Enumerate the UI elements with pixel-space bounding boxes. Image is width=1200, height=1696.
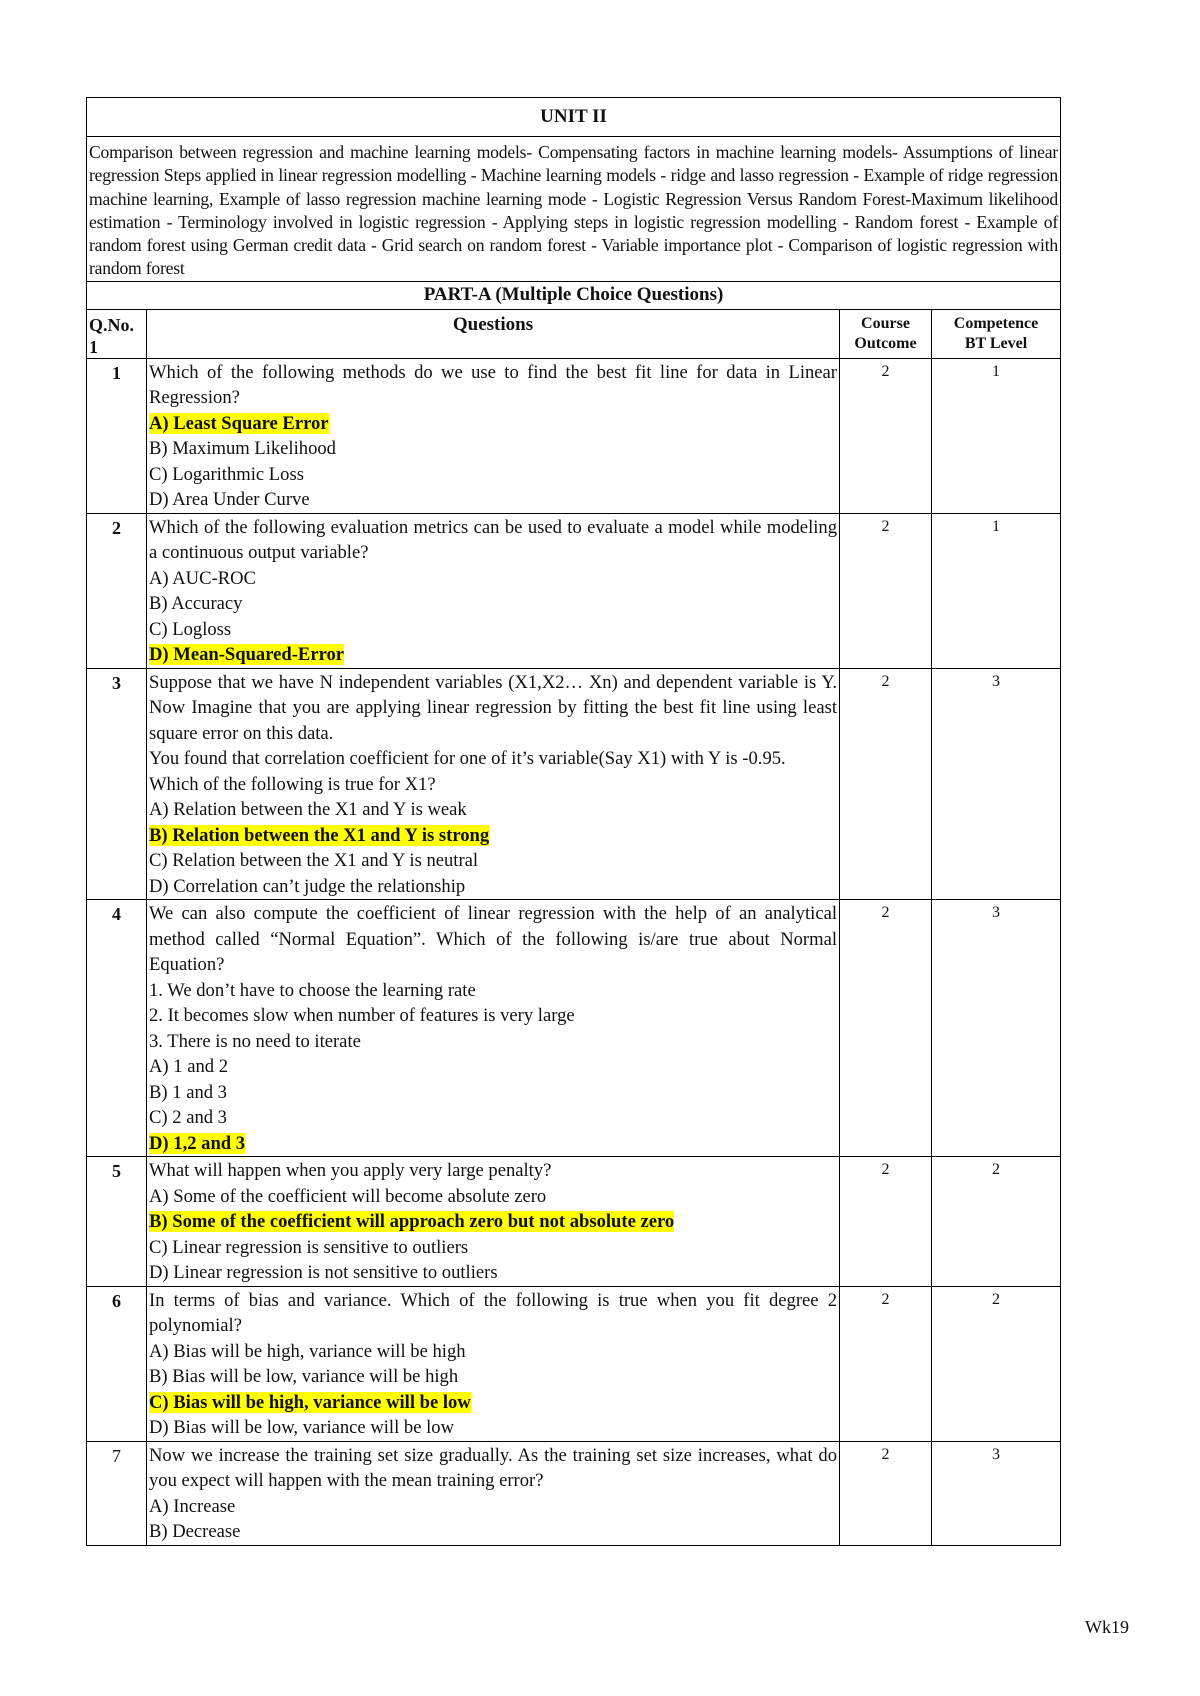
question-number: 5 bbox=[87, 1157, 147, 1287]
answer-option bbox=[149, 617, 837, 643]
question-stem: What will happen when you apply very large penalty? bbox=[149, 1160, 552, 1182]
question-stem: Which of the following is true for X1? bbox=[149, 773, 436, 795]
option-text: B) 1 and 3 bbox=[149, 1081, 227, 1103]
question-row bbox=[87, 668, 1061, 900]
part-title: PART-A (Multiple Choice Questions) bbox=[87, 281, 1061, 309]
header-co-line2: Outcome bbox=[854, 334, 917, 352]
question-stem: 1. We don’t have to choose the learning rate bbox=[149, 979, 476, 1001]
option-text: D) Area Under Curve bbox=[149, 489, 310, 511]
bt-level-value: 1 bbox=[932, 513, 1061, 668]
question-number: 2 bbox=[87, 513, 147, 668]
option-text: B) Decrease bbox=[149, 1521, 241, 1543]
answer-option bbox=[149, 1494, 837, 1520]
question-row bbox=[87, 1441, 1061, 1545]
header-bt-line2: BT Level bbox=[964, 334, 1028, 352]
header-bt-line1: Competence bbox=[953, 314, 1039, 332]
question-number: 6 bbox=[87, 1286, 147, 1441]
option-text: C) Linear regression is sensitive to outliers bbox=[149, 1236, 469, 1258]
course-outcome-value: 2 bbox=[840, 1441, 932, 1545]
syllabus-row bbox=[87, 137, 1061, 282]
option-text: A) Least Square Error bbox=[149, 412, 329, 434]
question-stem: 3. There is no need to iterate bbox=[149, 1030, 361, 1052]
answer-option bbox=[149, 1519, 837, 1545]
question-number: 4 bbox=[87, 900, 147, 1157]
question-text bbox=[147, 1441, 840, 1545]
part-title-row bbox=[87, 281, 1061, 309]
question-stem: Which of the following methods do we use to find the best fit line for data in Linear Regression? bbox=[149, 361, 837, 409]
course-outcome-value: 2 bbox=[840, 1157, 932, 1287]
question-stem: In terms of bias and variance. Which of the following is true when you fit degree 2 polynomial? bbox=[149, 1289, 837, 1337]
question-number: 3 bbox=[87, 668, 147, 900]
option-text: C) Relation between the X1 and Y is neutral bbox=[149, 850, 479, 872]
unit-title: UNIT II bbox=[87, 98, 1061, 137]
question-row bbox=[87, 1286, 1061, 1441]
option-text: A) Increase bbox=[149, 1495, 236, 1517]
column-header-row bbox=[87, 309, 1061, 358]
option-text: C) Logarithmic Loss bbox=[149, 463, 304, 485]
header-qno-sub: 1 bbox=[89, 336, 98, 357]
option-text: D) Mean-Squared-Error bbox=[149, 644, 345, 666]
option-text: B) Relation between the X1 and Y is strong bbox=[149, 824, 490, 846]
question-row bbox=[87, 1157, 1061, 1287]
correct-answer-option bbox=[149, 1390, 837, 1416]
option-text: C) 2 and 3 bbox=[149, 1107, 227, 1129]
option-text: D) Correlation can’t judge the relationship bbox=[149, 875, 466, 897]
course-outcome-value: 2 bbox=[840, 513, 932, 668]
option-text: C) Bias will be high, variance will be low bbox=[149, 1391, 471, 1413]
answer-option bbox=[149, 1054, 837, 1080]
bt-level-value: 3 bbox=[932, 1441, 1061, 1545]
question-row bbox=[87, 358, 1061, 513]
option-text: A) Bias will be high, variance will be high bbox=[149, 1340, 466, 1362]
unit-title-row bbox=[87, 98, 1061, 137]
bt-level-value: 1 bbox=[932, 358, 1061, 513]
header-qno bbox=[87, 309, 147, 358]
answer-option bbox=[149, 591, 837, 617]
question-text bbox=[147, 668, 840, 900]
page-footer: Wk19 bbox=[1085, 1617, 1129, 1637]
question-stem: Suppose that we have N independent variables (X1,X2… Xn) and dependent variable is Y. Now Imagine that you are applying linear regression by fitting the best fit line using least square error on this data. bbox=[149, 671, 837, 744]
answer-option bbox=[149, 1364, 837, 1390]
answer-option bbox=[149, 1105, 837, 1131]
option-text: D) Bias will be low, variance will be low bbox=[149, 1417, 454, 1439]
question-number: 7 bbox=[87, 1441, 147, 1545]
bt-level-value: 2 bbox=[932, 1157, 1061, 1287]
course-outcome-value: 2 bbox=[840, 358, 932, 513]
course-outcome-value: 2 bbox=[840, 668, 932, 900]
bt-level-value: 3 bbox=[932, 668, 1061, 900]
question-bank-table bbox=[86, 97, 1061, 1546]
answer-option bbox=[149, 436, 837, 462]
answer-option bbox=[149, 487, 837, 513]
option-text: D) 1,2 and 3 bbox=[149, 1132, 246, 1154]
correct-answer-option bbox=[149, 823, 837, 849]
question-stem: Now we increase the training set size gradually. As the training set size increases, what do you expect will happen with the mean training error? bbox=[149, 1444, 837, 1492]
option-text: C) Logloss bbox=[149, 618, 232, 640]
option-text: D) Linear regression is not sensitive to outliers bbox=[149, 1262, 498, 1284]
correct-answer-option bbox=[149, 1131, 837, 1157]
course-outcome-value: 2 bbox=[840, 900, 932, 1157]
answer-option bbox=[149, 874, 837, 900]
bt-level-value: 2 bbox=[932, 1286, 1061, 1441]
answer-option bbox=[149, 1415, 837, 1441]
question-stem: You found that correlation coefficient for one of it’s variable(Say X1) with Y is -0.95. bbox=[149, 748, 786, 770]
correct-answer-option bbox=[149, 411, 837, 437]
header-co-line1: Course bbox=[861, 314, 910, 332]
answer-option bbox=[149, 1339, 837, 1365]
header-qno-label: Q.No. bbox=[89, 314, 134, 335]
option-text: A) Some of the coefficient will become absolute zero bbox=[149, 1185, 547, 1207]
header-bt-level bbox=[932, 309, 1061, 358]
question-text bbox=[147, 513, 840, 668]
bt-level-value: 3 bbox=[932, 900, 1061, 1157]
option-text: B) Some of the coefficient will approach zero but not absolute zero bbox=[149, 1211, 675, 1233]
question-stem: Which of the following evaluation metrics can be used to evaluate a model while modeling a continuous output variable? bbox=[149, 516, 837, 564]
answer-option bbox=[149, 1080, 837, 1106]
answer-option bbox=[149, 848, 837, 874]
answer-option bbox=[149, 462, 837, 488]
option-text: B) Bias will be low, variance will be high bbox=[149, 1366, 459, 1388]
question-text bbox=[147, 358, 840, 513]
option-text: B) Accuracy bbox=[149, 593, 243, 615]
answer-option bbox=[149, 797, 837, 823]
header-questions: Questions bbox=[147, 309, 840, 358]
question-number: 1 bbox=[87, 358, 147, 513]
option-text: A) AUC-ROC bbox=[149, 567, 256, 589]
question-stem: We can also compute the coefficient of linear regression with the help of an analytical method called “Normal Equation”. Which of the following is/are true about Normal Equation? bbox=[149, 903, 837, 976]
answer-option bbox=[149, 1184, 837, 1210]
question-stem: 2. It becomes slow when number of features is very large bbox=[149, 1005, 575, 1027]
question-text bbox=[147, 900, 840, 1157]
question-text bbox=[147, 1286, 840, 1441]
answer-option bbox=[149, 566, 837, 592]
correct-answer-option bbox=[149, 1209, 837, 1235]
course-outcome-value: 2 bbox=[840, 1286, 932, 1441]
answer-option bbox=[149, 1260, 837, 1286]
option-text: A) Relation between the X1 and Y is weak bbox=[149, 799, 467, 821]
correct-answer-option bbox=[149, 642, 837, 668]
syllabus-text: Comparison between regression and machine learning models- Compensating factors in machine learning models- Assumptions of linear regression Steps applied in linear regression modelling - Machine learning models - ridge and lasso regression - Example of ridge regression machine learning, Example of lasso regression machine learning mode - Logistic Regression Versus Random Forest-Maximum likelihood estimation - Terminology involved in logistic regression - Applying steps in logistic regression modelling - Random forest - Example of random forest using German credit data - Grid search on random forest - Variable importance plot - Comparison of logistic regression with random forest bbox=[87, 137, 1061, 282]
question-row bbox=[87, 900, 1061, 1157]
option-text: A) 1 and 2 bbox=[149, 1056, 229, 1078]
question-row bbox=[87, 513, 1061, 668]
answer-option bbox=[149, 1235, 837, 1261]
question-text bbox=[147, 1157, 840, 1287]
header-course-outcome bbox=[840, 309, 932, 358]
option-text: B) Maximum Likelihood bbox=[149, 438, 336, 460]
